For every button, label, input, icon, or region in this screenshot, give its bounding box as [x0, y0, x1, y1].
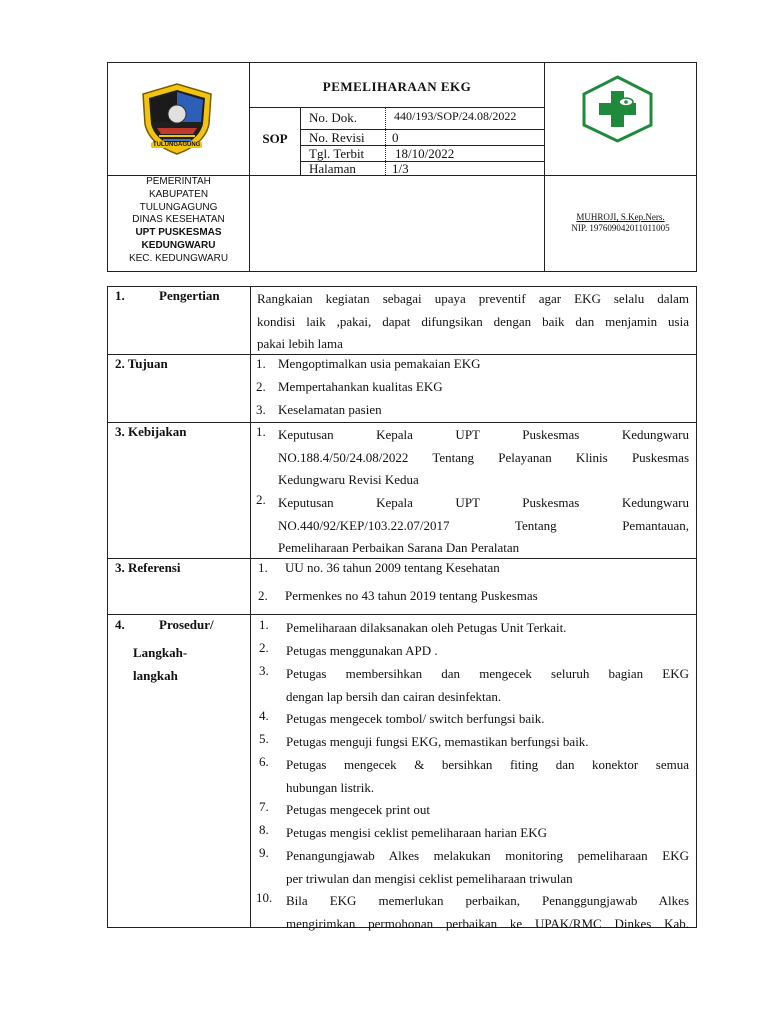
kebijakan-item-2-num: 2. — [256, 492, 266, 507]
prosedur-label-2: Langkah- — [133, 645, 188, 660]
prosedur-item-3-num: 3. — [259, 663, 269, 678]
prosedur-number: 4. — [115, 617, 125, 632]
no-revisi-label: No. Revisi — [309, 130, 365, 145]
pengertian-line-3: pakai lebih lama — [257, 336, 343, 352]
tujuan-item-3-num: 3. — [256, 402, 266, 417]
prosedur-item-4 — [286, 708, 689, 731]
org-line-6: KEDUNGWARU — [141, 239, 216, 251]
prosedur-item-6-line-1: Petugas mengecek & bersihkan fiting dan konektor semua — [286, 757, 689, 772]
prosedur-item-2-line-1: Petugas menggunakan APD . — [286, 643, 438, 658]
prosedur-item-10 — [286, 890, 689, 935]
prosedur-item-2 — [286, 640, 689, 663]
signer-name: MUHROJI, S.Kep.Ners. — [576, 212, 665, 222]
prosedur-item-1-line-1: Pemeliharaan dilaksanakan oleh Petugas Unit Terkait. — [286, 620, 567, 635]
halaman-value: 1/3 — [392, 161, 409, 176]
pengertian-number: 1. — [115, 288, 125, 303]
regency-logo — [137, 82, 217, 158]
prosedur-item-6 — [286, 754, 689, 799]
prosedur-item-3-line-1: Petugas membersihkan dan mengecek seluruh bagian EKG — [286, 666, 689, 681]
referensi-label: 3. Referensi — [115, 560, 181, 575]
puskesmas-logo — [580, 75, 655, 143]
prosedur-item-7-num: 7. — [259, 799, 269, 814]
prosedur-item-9 — [286, 845, 689, 890]
org-line-1: PEMERINTAH — [146, 176, 211, 187]
prosedur-item-2-num: 2. — [259, 640, 269, 655]
tujuan-item-2-num: 2. — [256, 379, 266, 394]
no-dok-label: No. Dok. — [309, 110, 358, 125]
kebijakan-1-line-1: Keputusan Kepala UPT Puskesmas Kedungwaru — [278, 427, 689, 442]
kebijakan-1-line-3: Kedungwaru Revisi Kedua — [278, 472, 419, 488]
prosedur-item-8-num: 8. — [259, 822, 269, 837]
prosedur-item-10-line-1: Bila EKG memerlukan perbaikan, Penanggungjawab Alkes — [286, 893, 689, 908]
referensi-item-2-num: 2. — [258, 588, 268, 603]
tujuan-label: 2. Tujuan — [115, 356, 168, 371]
prosedur-item-5-line-1: Petugas menguji fungsi EKG, memastikan berfungsi baik. — [286, 734, 589, 749]
prosedur-item-9-line-1: Penangungjawab Alkes melakukan monitoring pemeliharaan EKG — [286, 848, 689, 863]
referensi-item-1-num: 1. — [258, 560, 268, 575]
prosedur-item-4-num: 4. — [259, 708, 269, 723]
prosedur-item-8 — [286, 822, 689, 845]
pengertian-line-1: Rangkaian kegiatan sebagai upaya preventif agar EKG selalu dalam — [257, 291, 689, 306]
prosedur-item-4-line-1: Petugas mengecek tombol/ switch berfungsi baik. — [286, 711, 545, 726]
no-revisi-value: 0 — [392, 130, 399, 145]
prosedur-item-7 — [286, 799, 689, 822]
prosedur-item-1-num: 1. — [259, 617, 269, 632]
document-title: PEMELIHARAAN EKG — [322, 79, 472, 94]
tujuan-item-3: Keselamatan pasien — [278, 402, 382, 417]
org-line-5: UPT PUSKESMAS — [135, 227, 222, 239]
prosedur-item-3 — [286, 663, 689, 708]
tgl-terbit-value: 18/10/2022 — [395, 146, 455, 161]
prosedur-item-10-line-2: mengirimkan permohonan perbaikan ke UPAK/RMC Dinkes Kab. — [286, 915, 689, 931]
kebijakan-1-line-2: NO.188.4/50/24.08/2022 Tentang Pelayanan Klinis Puskesmas — [278, 449, 689, 465]
signer-nip: NIP. 197609042011011005 — [571, 223, 670, 233]
halaman-label: Halaman — [309, 161, 356, 176]
tujuan-item-1-num: 1. — [256, 356, 266, 371]
prosedur-label: Prosedur/ — [159, 617, 214, 632]
kebijakan-item-1 — [278, 424, 689, 492]
kebijakan-label: 3. Kebijakan — [115, 424, 187, 439]
kebijakan-item-2 — [278, 492, 689, 560]
prosedur-item-6-line-2: hubungan listrik. — [286, 779, 375, 795]
tujuan-item-1: Mengoptimalkan usia pemakaian EKG — [278, 356, 481, 371]
org-line-3: TULUNGAGUNG — [139, 201, 218, 213]
referensi-item-2: Permenkes no 43 tahun 2019 tentang Puskesmas — [285, 588, 538, 603]
organization-block — [108, 176, 249, 271]
pengertian-label: Pengertian — [159, 288, 220, 303]
prosedur-item-1 — [286, 617, 689, 640]
tujuan-item-2: Mempertahankan kualitas EKG — [278, 379, 443, 394]
prosedur-item-5 — [286, 731, 689, 754]
prosedur-item-6-num: 6. — [259, 754, 269, 769]
kebijakan-item-1-num: 1. — [256, 424, 266, 439]
prosedur-item-3-line-2: dengan lap bersih dan cairan desinfektan. — [286, 688, 502, 704]
prosedur-label-3: langkah — [133, 668, 178, 683]
referensi-item-1: UU no. 36 tahun 2009 tentang Kesehatan — [285, 560, 500, 575]
prosedur-item-10-num: 10. — [256, 890, 273, 905]
kebijakan-2-line-3: Pemeliharaan Perbaikan Sarana Dan Peralatan — [278, 540, 520, 556]
pengertian-text — [257, 288, 689, 356]
prosedur-item-9-num: 9. — [259, 845, 269, 860]
pengertian-line-2: kondisi laik ,pakai, dapat difungsikan dengan baik dan menjamin usia — [257, 313, 689, 329]
org-line-7: KEC. KEDUNGWARU — [128, 252, 229, 264]
logo-caption: TULUNGAGUNG — [153, 142, 201, 148]
kebijakan-2-line-1: Keputusan Kepala UPT Puskesmas Kedungwaru — [278, 495, 689, 510]
kebijakan-2-line-2: NO.440/92/KEP/103.22.07/2017 Tentang Pemantauan, — [278, 517, 689, 533]
prosedur-item-7-line-1: Petugas mengecek print out — [286, 802, 431, 817]
org-line-2: KABUPATEN — [148, 188, 209, 200]
prosedur-item-8-line-1: Petugas mengisi ceklist pemeliharaan harian EKG — [286, 825, 548, 840]
tgl-terbit-label: Tgl. Terbit — [309, 146, 365, 161]
prosedur-item-5-num: 5. — [259, 731, 269, 746]
org-line-4: DINAS KESEHATAN — [132, 214, 225, 226]
prosedur-item-9-line-2: per triwulan dan mengisi ceklist pemeliharaan triwulan — [286, 870, 573, 886]
no-dok-value: 440/193/SOP/24.08/2022 — [394, 109, 517, 123]
sop-label: SOP — [262, 131, 288, 146]
